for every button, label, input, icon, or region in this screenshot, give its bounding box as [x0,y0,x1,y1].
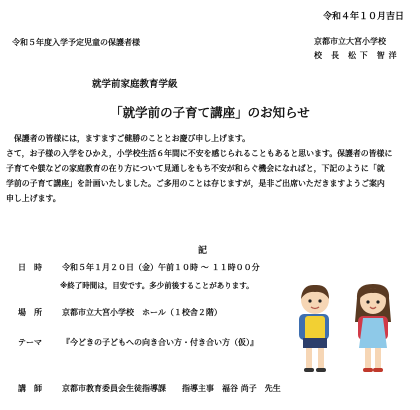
notice-date: 令和４年１０月吉日 [322,12,404,22]
body-line: 子育てや躾などの家庭教育の在り方について見通しをもち不安が和らぐ機会になればと，下記のように「就 [6,164,385,173]
girl-dress [359,318,387,348]
principal-name: 校 長 松 下 智 洋 [314,51,398,60]
boy-figure [299,285,329,372]
class-title: 就学前家庭教育学級 [92,79,178,90]
addressee: 令和５年度入学予定児童の保護者様 [12,38,140,47]
notice-title: 「就学前の子育て講座」のお知らせ [110,105,310,120]
lecturer-value: 京都市教育委員会生徒指導課 指導主事 福谷 尚子 先生 [62,384,281,393]
venue-value: 京都市立大宮小学校 ホール（１校舎２階） [62,308,222,317]
girl-figure [355,284,391,372]
theme-label: テーマ [18,338,42,347]
boy-shorts [303,338,327,348]
lecturer-label: 講 師 [18,384,42,393]
datetime-value: 令和５年１月２０日（金）午前１０時 ～ １１時００分 [62,263,260,272]
schoolchildren-illustration [286,280,406,380]
lecturer-row [18,383,398,395]
theme-row [18,337,278,349]
body-paragraph [6,131,412,206]
body-line: さて，お子様の入学をひかえ，小学校生活６年間に不安を感じられることもあると思います。保護者の皆様に [6,149,393,158]
body-line: 学前の子育て講座」を計画いたしました。ご多用のことは存じますが，是非ご出席いただきますようご案内 [6,179,385,188]
datetime-label: 日 時 [18,263,42,272]
venue-label: 場 所 [18,308,42,317]
theme-value: 『今どきの子どもへの向き合い方・付き合い方（仮）』 [62,338,258,347]
school-name: 京都市立大宮小学校 [314,37,386,46]
body-line: 申し上げます。 [6,194,61,203]
venue-row [18,307,278,319]
time-note: ※終了時間は，目安です。多少前後することがあります。 [60,281,254,290]
datetime-row [18,262,348,274]
body-line: 保護者の皆様には，ますますご健勝のこととお慶び申し上げます。 [6,134,250,143]
ki-heading: 記 [198,246,208,256]
